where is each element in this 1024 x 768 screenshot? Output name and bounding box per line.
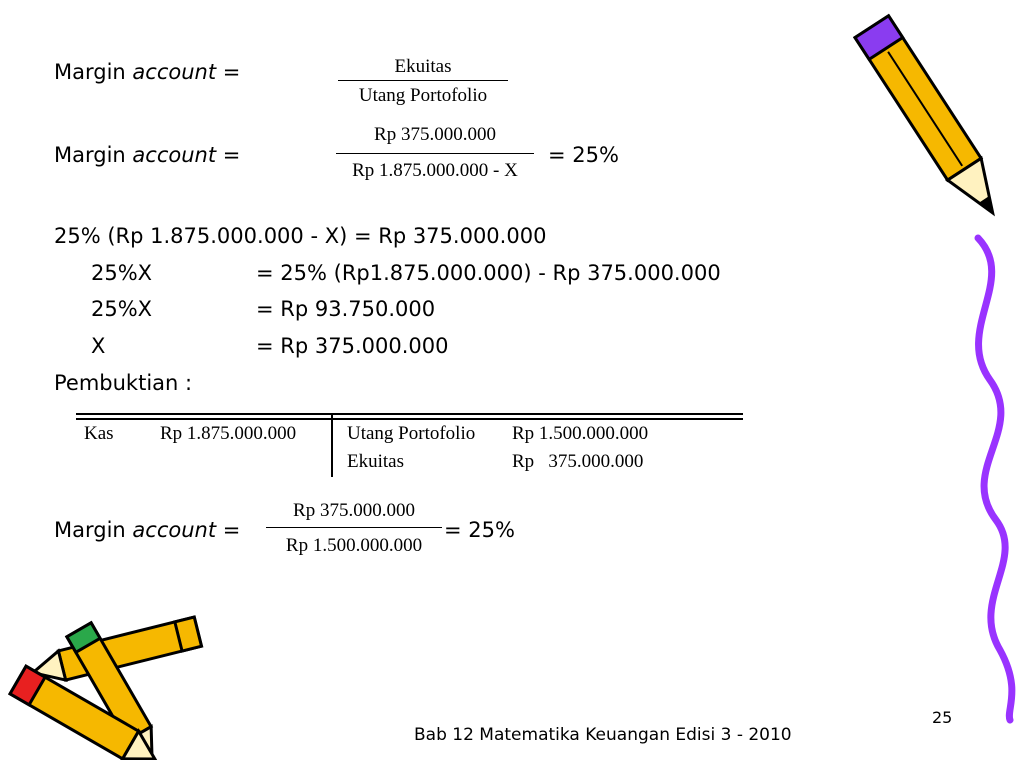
- fraction-1-bar: [338, 80, 508, 81]
- t-account-right-amount-1: Rp 1.500.000.000: [512, 423, 649, 444]
- pencil-decoration-top-right: [850, 0, 1024, 768]
- fraction-2-denominator: Rp 1.875.000.000 - X: [352, 160, 518, 181]
- t-account-divider: [331, 415, 333, 477]
- margin-label-2: [54, 143, 240, 167]
- t-account-top-line-2: [76, 418, 743, 420]
- pencil-icon: [855, 16, 1009, 224]
- fraction-3-bar: [266, 527, 442, 528]
- step-line-1: 25% (Rp 1.875.000.000 - X) = Rp 375.000.000: [54, 224, 547, 248]
- fraction-2-numerator: Rp 375.000.000: [374, 124, 496, 145]
- step-right-2: = 25% (Rp1.875.000.000) - Rp 375.000.000: [256, 261, 721, 285]
- t-account-right-account-2: Ekuitas: [347, 451, 404, 472]
- label-italic: account: [132, 518, 217, 542]
- label-suffix: =: [216, 518, 241, 542]
- footer-text: Bab 12 Matematika Keuangan Edisi 3 - 2010: [414, 725, 792, 745]
- step-left-3: 25%X: [91, 297, 153, 321]
- margin-label-1: [54, 60, 240, 84]
- fraction-2-bar: [336, 153, 534, 154]
- t-account-right-account-1: Utang Portofolio: [347, 423, 476, 444]
- fraction-1-denominator: Utang Portofolio: [358, 85, 488, 106]
- step-left-4: X: [91, 334, 106, 358]
- label-italic: account: [132, 143, 217, 167]
- margin-label-3: [54, 518, 240, 542]
- label-prefix: Margin: [54, 143, 133, 167]
- fraction-1-numerator: Ekuitas: [394, 56, 452, 77]
- fraction-3-numerator: Rp 375.000.000: [293, 500, 415, 521]
- step-left-2: 25%X: [91, 261, 153, 285]
- label-suffix: =: [216, 60, 241, 84]
- t-account-right-amount-2: Rp 375.000.000: [512, 451, 644, 472]
- label-italic: account: [132, 60, 217, 84]
- step-right-4: = Rp 375.000.000: [256, 334, 449, 358]
- step-right-3: = Rp 93.750.000: [256, 297, 436, 321]
- t-account-top-line: [76, 413, 743, 415]
- page-number: 25: [932, 708, 953, 727]
- pencils-decoration-bottom-left: [0, 610, 210, 760]
- label-suffix: =: [216, 143, 241, 167]
- wavy-line-icon: [978, 238, 1012, 720]
- t-account-left-account: Kas: [84, 423, 114, 444]
- t-account-left-amount: Rp 1.875.000.000: [160, 423, 297, 444]
- result-2: = 25%: [548, 143, 619, 167]
- label-prefix: Margin: [54, 518, 133, 542]
- fraction-3-denominator: Rp 1.500.000.000: [285, 535, 423, 556]
- proof-label: Pembuktian :: [54, 371, 193, 395]
- label-prefix: Margin: [54, 60, 133, 84]
- result-3: = 25%: [444, 518, 515, 542]
